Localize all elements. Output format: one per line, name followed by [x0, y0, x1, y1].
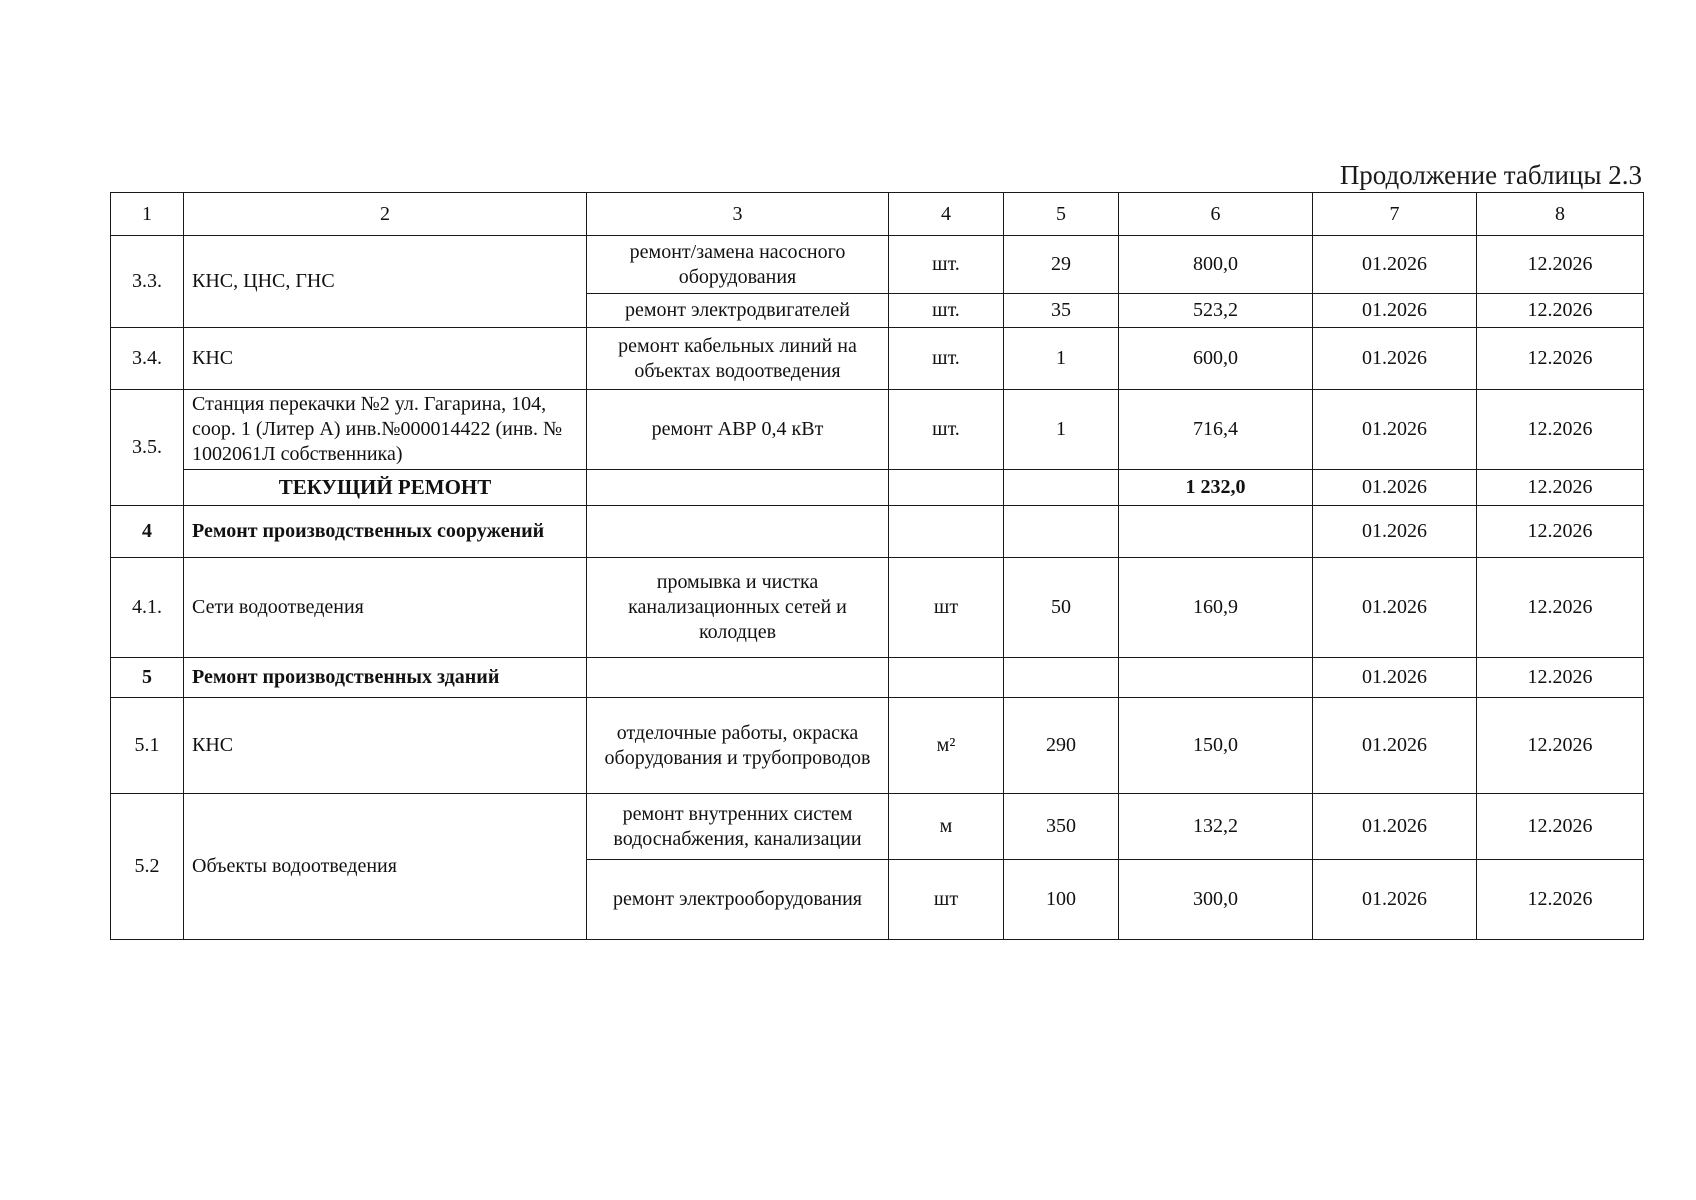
item-number: 3.3.: [111, 236, 184, 328]
work-description: отделочные работы, окраска оборудования и трубопроводов: [587, 698, 889, 794]
table-row: [111, 390, 1644, 470]
section-row: [111, 658, 1644, 698]
repair-plan-table: [110, 192, 1644, 940]
item-number: 5.2: [111, 794, 184, 940]
work-description: ремонт кабельных линий на объектах водоотведения: [587, 328, 889, 390]
work-description: ремонт электродвигателей: [587, 294, 889, 328]
work-description: [587, 470, 889, 506]
table-caption: Продолжение таблицы 2.3: [1339, 160, 1642, 190]
quantity: 350: [1004, 794, 1119, 860]
end-date: 12.2026: [1477, 506, 1644, 558]
work-description: ремонт/замена насосного оборудования: [587, 236, 889, 294]
column-number-row: [111, 193, 1644, 236]
column-number: 4: [889, 193, 1004, 236]
column-number: 7: [1313, 193, 1477, 236]
cost: 523,2: [1119, 294, 1313, 328]
quantity: 100: [1004, 860, 1119, 940]
item-number: 3.5.: [111, 390, 184, 506]
start-date: 01.2026: [1313, 236, 1477, 294]
column-number: 5: [1004, 193, 1119, 236]
end-date: 12.2026: [1477, 328, 1644, 390]
end-date: 12.2026: [1477, 236, 1644, 294]
section-number: 4: [111, 506, 184, 558]
start-date: 01.2026: [1313, 558, 1477, 658]
quantity: 50: [1004, 558, 1119, 658]
work-description: ремонт электрооборудования: [587, 860, 889, 940]
unit: м²: [889, 698, 1004, 794]
cost: 300,0: [1119, 860, 1313, 940]
unit: шт: [889, 860, 1004, 940]
cost: 132,2: [1119, 794, 1313, 860]
work-description: ремонт АВР 0,4 кВт: [587, 390, 889, 470]
start-date: 01.2026: [1313, 470, 1477, 506]
unit: шт.: [889, 236, 1004, 294]
start-date: 01.2026: [1313, 794, 1477, 860]
unit: [889, 658, 1004, 698]
item-number: 5.1: [111, 698, 184, 794]
quantity: [1004, 658, 1119, 698]
column-number: 1: [111, 193, 184, 236]
section-row: [111, 506, 1644, 558]
end-date: 12.2026: [1477, 860, 1644, 940]
end-date: 12.2026: [1477, 658, 1644, 698]
quantity: [1004, 506, 1119, 558]
work-description: [587, 658, 889, 698]
unit: шт.: [889, 294, 1004, 328]
start-date: 01.2026: [1313, 506, 1477, 558]
cost: 600,0: [1119, 328, 1313, 390]
cost: 800,0: [1119, 236, 1313, 294]
column-number: 3: [587, 193, 889, 236]
section-number: 5: [111, 658, 184, 698]
table-row: [111, 794, 1644, 860]
cost: 716,4: [1119, 390, 1313, 470]
column-number: 8: [1477, 193, 1644, 236]
table-row: [111, 698, 1644, 794]
cost: [1119, 506, 1313, 558]
object-name: Станция перекачки №2 ул. Гагарина, 104, соор. 1 (Литер А) инв.№000014422 (инв. № 1002061Л собственника): [184, 390, 587, 470]
cost: 150,0: [1119, 698, 1313, 794]
end-date: 12.2026: [1477, 698, 1644, 794]
start-date: 01.2026: [1313, 698, 1477, 794]
object-name: КНС: [184, 698, 587, 794]
quantity: 1: [1004, 390, 1119, 470]
cost: 160,9: [1119, 558, 1313, 658]
end-date: 12.2026: [1477, 794, 1644, 860]
end-date: 12.2026: [1477, 558, 1644, 658]
quantity: 35: [1004, 294, 1119, 328]
start-date: 01.2026: [1313, 328, 1477, 390]
table-row: [111, 558, 1644, 658]
item-number: 4.1.: [111, 558, 184, 658]
end-date: 12.2026: [1477, 294, 1644, 328]
subtotal-label: ТЕКУЩИЙ РЕМОНТ: [184, 470, 587, 506]
item-number: 3.4.: [111, 328, 184, 390]
section-title: Ремонт производственных зданий: [184, 658, 587, 698]
unit: [889, 470, 1004, 506]
start-date: 01.2026: [1313, 390, 1477, 470]
unit: м: [889, 794, 1004, 860]
unit: шт: [889, 558, 1004, 658]
column-number: 2: [184, 193, 587, 236]
unit: [889, 506, 1004, 558]
end-date: 12.2026: [1477, 470, 1644, 506]
work-description: [587, 506, 889, 558]
object-name: КНС: [184, 328, 587, 390]
end-date: 12.2026: [1477, 390, 1644, 470]
start-date: 01.2026: [1313, 294, 1477, 328]
quantity: 29: [1004, 236, 1119, 294]
subtotal-cost: 1 232,0: [1119, 470, 1313, 506]
subtotal-row: [111, 470, 1644, 506]
work-description: промывка и чистка канализационных сетей и колодцев: [587, 558, 889, 658]
work-description: ремонт внутренних систем водоснабжения, канализации: [587, 794, 889, 860]
quantity: 1: [1004, 328, 1119, 390]
table-row: [111, 236, 1644, 294]
table-row: [111, 328, 1644, 390]
unit: шт.: [889, 390, 1004, 470]
unit: шт.: [889, 328, 1004, 390]
start-date: 01.2026: [1313, 658, 1477, 698]
start-date: 01.2026: [1313, 860, 1477, 940]
quantity: [1004, 470, 1119, 506]
section-title: Ремонт производственных сооружений: [184, 506, 587, 558]
quantity: 290: [1004, 698, 1119, 794]
column-number: 6: [1119, 193, 1313, 236]
object-name: КНС, ЦНС, ГНС: [184, 236, 587, 328]
object-name: Объекты водоотведения: [184, 794, 587, 940]
cost: [1119, 658, 1313, 698]
object-name: Сети водоотведения: [184, 558, 587, 658]
